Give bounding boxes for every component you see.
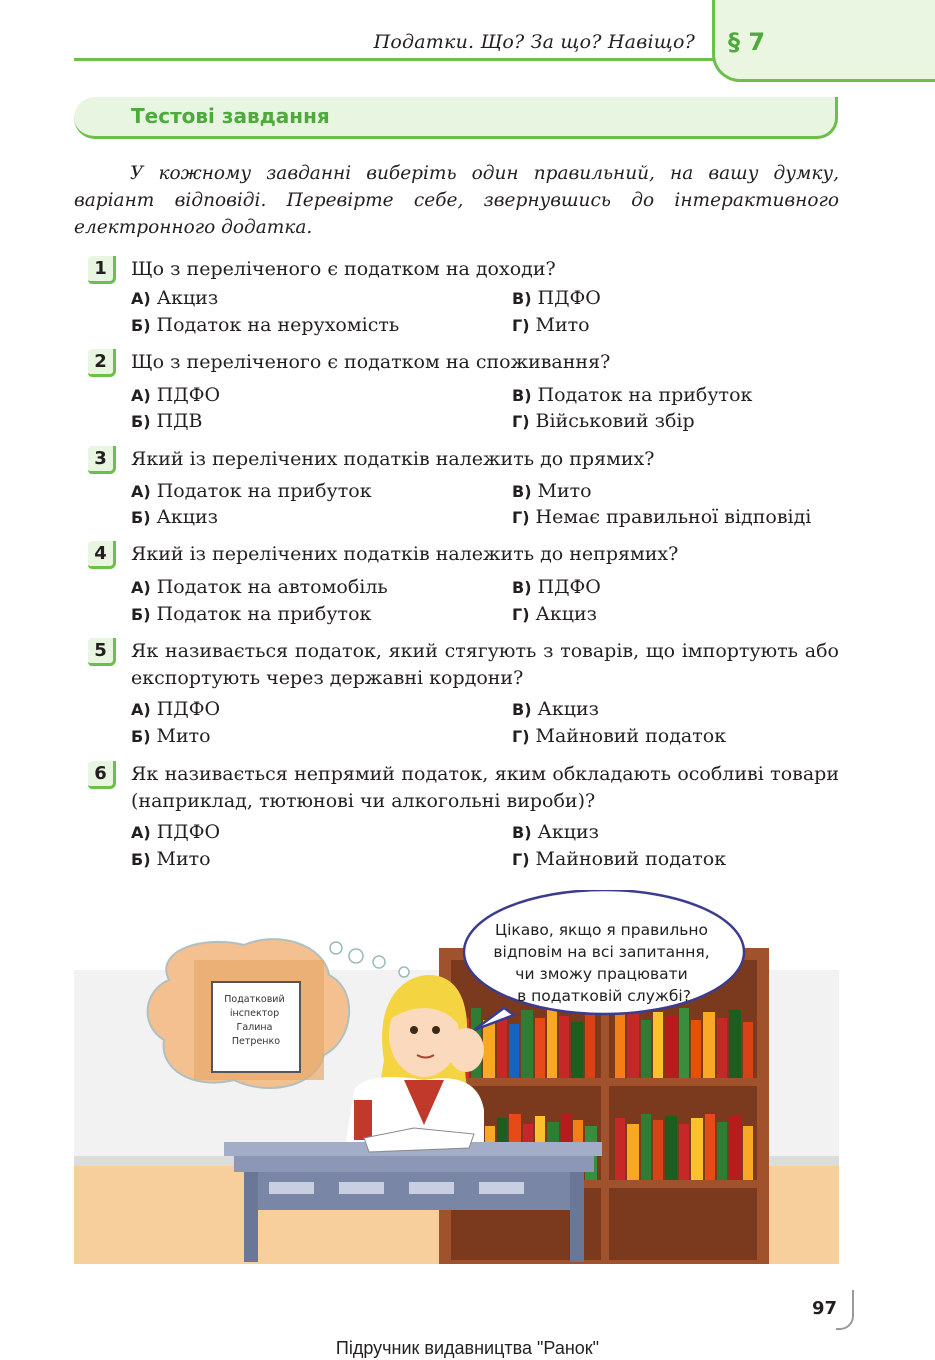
option-g: Г) Немає правильної відповіді <box>512 506 812 528</box>
option-b: Б) ПДВ <box>131 410 203 432</box>
question-text: Що з переліченого є податком на доходи? <box>131 258 556 280</box>
option-a: А) Податок на прибуток <box>131 480 372 502</box>
illustration <box>74 890 839 1264</box>
svg-text:Податковий інспектор: Податковий інспектор Галина Петренко <box>224 994 285 1047</box>
page-number: 97 <box>812 1298 838 1319</box>
option-b: Б) Податок на прибуток <box>131 603 372 625</box>
illustration-scene <box>74 890 839 1264</box>
intro-paragraph: У кожному завданні виберіть один правильний, на вашу думку, варіант відповіді. Перевірте себе, звернувшись до інтерактивного електронного додатка. <box>74 163 839 238</box>
option-a: А) ПДФО <box>131 821 221 843</box>
section-number: § 7 <box>728 28 766 56</box>
option-v: В) Акциз <box>512 821 600 843</box>
option-g: Г) Майновий податок <box>512 725 727 747</box>
section-banner-title: Тестові завдання <box>131 104 330 128</box>
header-rule <box>74 58 714 61</box>
question-number: 1 <box>88 256 116 284</box>
footer-publisher: Підручник видавництва "Ранок" <box>335 1338 600 1358</box>
question-number: 6 <box>88 761 116 789</box>
option-g: Г) Акциз <box>512 603 598 625</box>
option-g: Г) Майновий податок <box>512 848 727 870</box>
option-a: А) Акциз <box>131 287 219 309</box>
option-a: А) Податок на автомобіль <box>131 576 388 598</box>
option-v: В) ПДФО <box>512 287 601 309</box>
question-text: Який із перелічених податків належить до прямих? <box>131 448 655 470</box>
question-number: 5 <box>88 638 116 666</box>
option-v: В) Акциз <box>512 698 600 720</box>
option-v: В) ПДФО <box>512 576 601 598</box>
option-v: В) Податок на прибуток <box>512 384 753 406</box>
option-b: Б) Акциз <box>131 506 219 528</box>
question-number: 2 <box>88 349 116 377</box>
question-text: Що з переліченого є податком на споживання? <box>131 351 611 373</box>
option-g: Г) Військовий збір <box>512 410 695 432</box>
question-number: 3 <box>88 446 116 474</box>
option-b: Б) Податок на нерухомість <box>131 314 400 336</box>
option-a: А) ПДФО <box>131 384 221 406</box>
option-b: Б) Мито <box>131 848 211 870</box>
question-text: Як називається податок, який стягують з товарів, що імпортують або експортують через державні кордони? <box>131 640 839 689</box>
option-g: Г) Мито <box>512 314 590 336</box>
running-header-title: Податки. Що? За що? Навіщо? <box>373 31 695 53</box>
question-number: 4 <box>88 541 116 569</box>
option-b: Б) Мито <box>131 725 211 747</box>
question-text: Який із перелічених податків належить до непрямих? <box>131 543 679 565</box>
svg-text:Цікаво, якщо я правильно: Цікаво, якщо я правильно відповім на всі запитання, чи зможу працювати в податковій службі? <box>493 921 710 1005</box>
page-corner <box>836 1290 854 1330</box>
option-v: В) Мито <box>512 480 592 502</box>
question-text: Як називається непрямий податок, яким обкладають особливі товари (наприклад, тютюнові чи алкогольні вироби)? <box>131 763 839 812</box>
option-a: А) ПДФО <box>131 698 221 720</box>
